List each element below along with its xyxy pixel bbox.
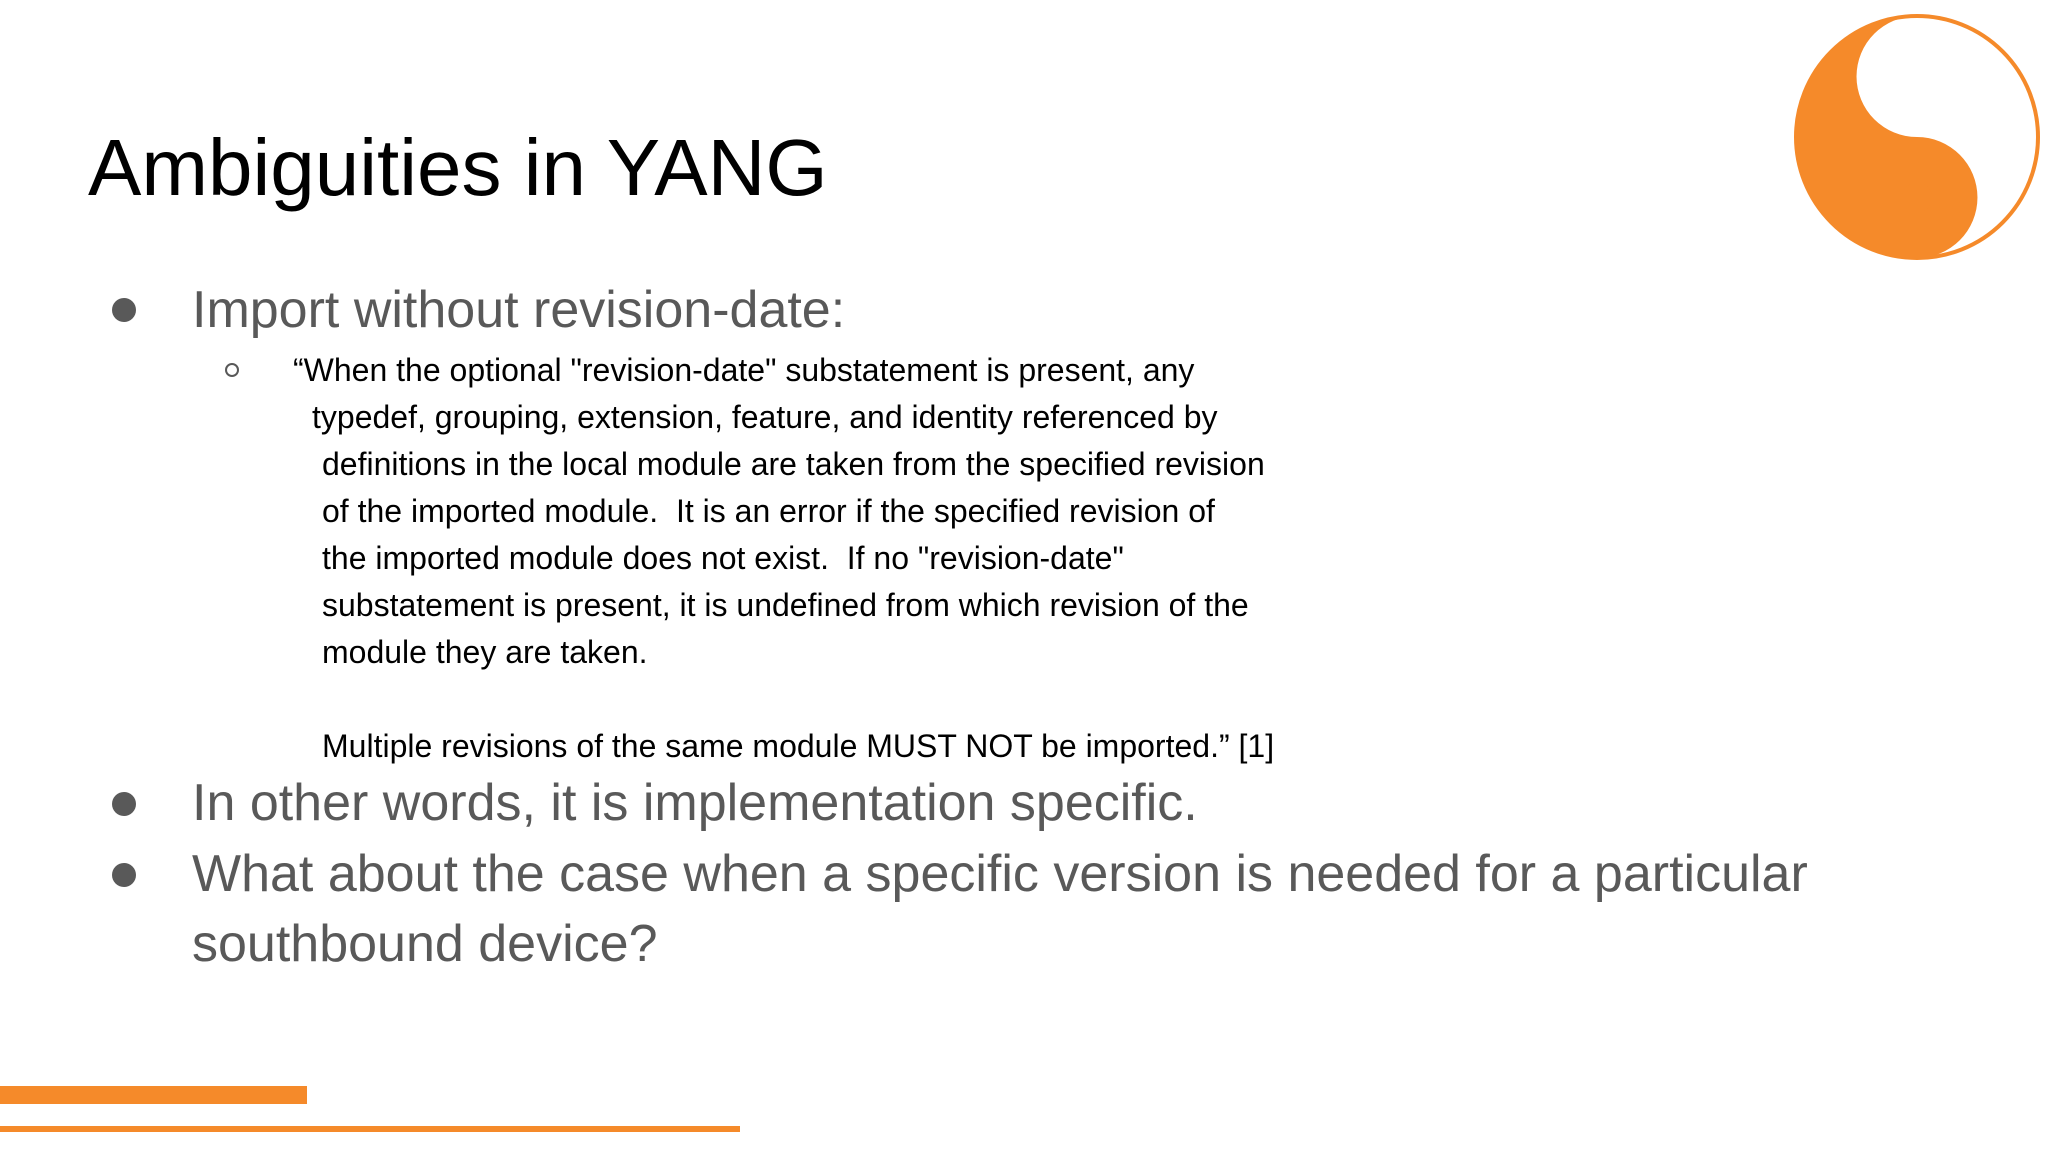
bullet-import-without-revision: Import without revision-date: [192, 281, 846, 339]
yin-yang-icon [1792, 12, 2042, 262]
accent-bar-thick [0, 1086, 307, 1104]
sub-bullet-circle [225, 363, 239, 377]
quote-line-1: “When the optional "revision-date" substatement is present, any [293, 352, 1195, 388]
slide-title: Ambiguities in YANG [88, 123, 828, 212]
quote-line-4: of the imported module. It is an error if the specified revision of [322, 493, 1215, 529]
bullet-implementation-specific: In other words, it is implementation specific. [192, 774, 1198, 832]
bullet-dot [112, 298, 136, 322]
bullet-dot [112, 863, 136, 887]
bullet-specific-version-line-2: southbound device? [192, 915, 658, 973]
bullet-specific-version-line-1: What about the case when a specific version is needed for a particular [192, 845, 1808, 903]
bullet-dot [112, 792, 136, 816]
quote-line-2: typedef, grouping, extension, feature, and identity referenced by [312, 399, 1218, 435]
quote-line-3: definitions in the local module are taken from the specified revision [322, 446, 1265, 482]
quote-line-8: Multiple revisions of the same module MUST NOT be imported.” [1] [322, 728, 1275, 764]
quote-line-7: module they are taken. [322, 634, 648, 670]
accent-bar-thin [0, 1126, 740, 1132]
quote-line-6: substatement is present, it is undefined from which revision of the [322, 587, 1249, 623]
quote-line-5: the imported module does not exist. If no "revision-date" [322, 540, 1124, 576]
